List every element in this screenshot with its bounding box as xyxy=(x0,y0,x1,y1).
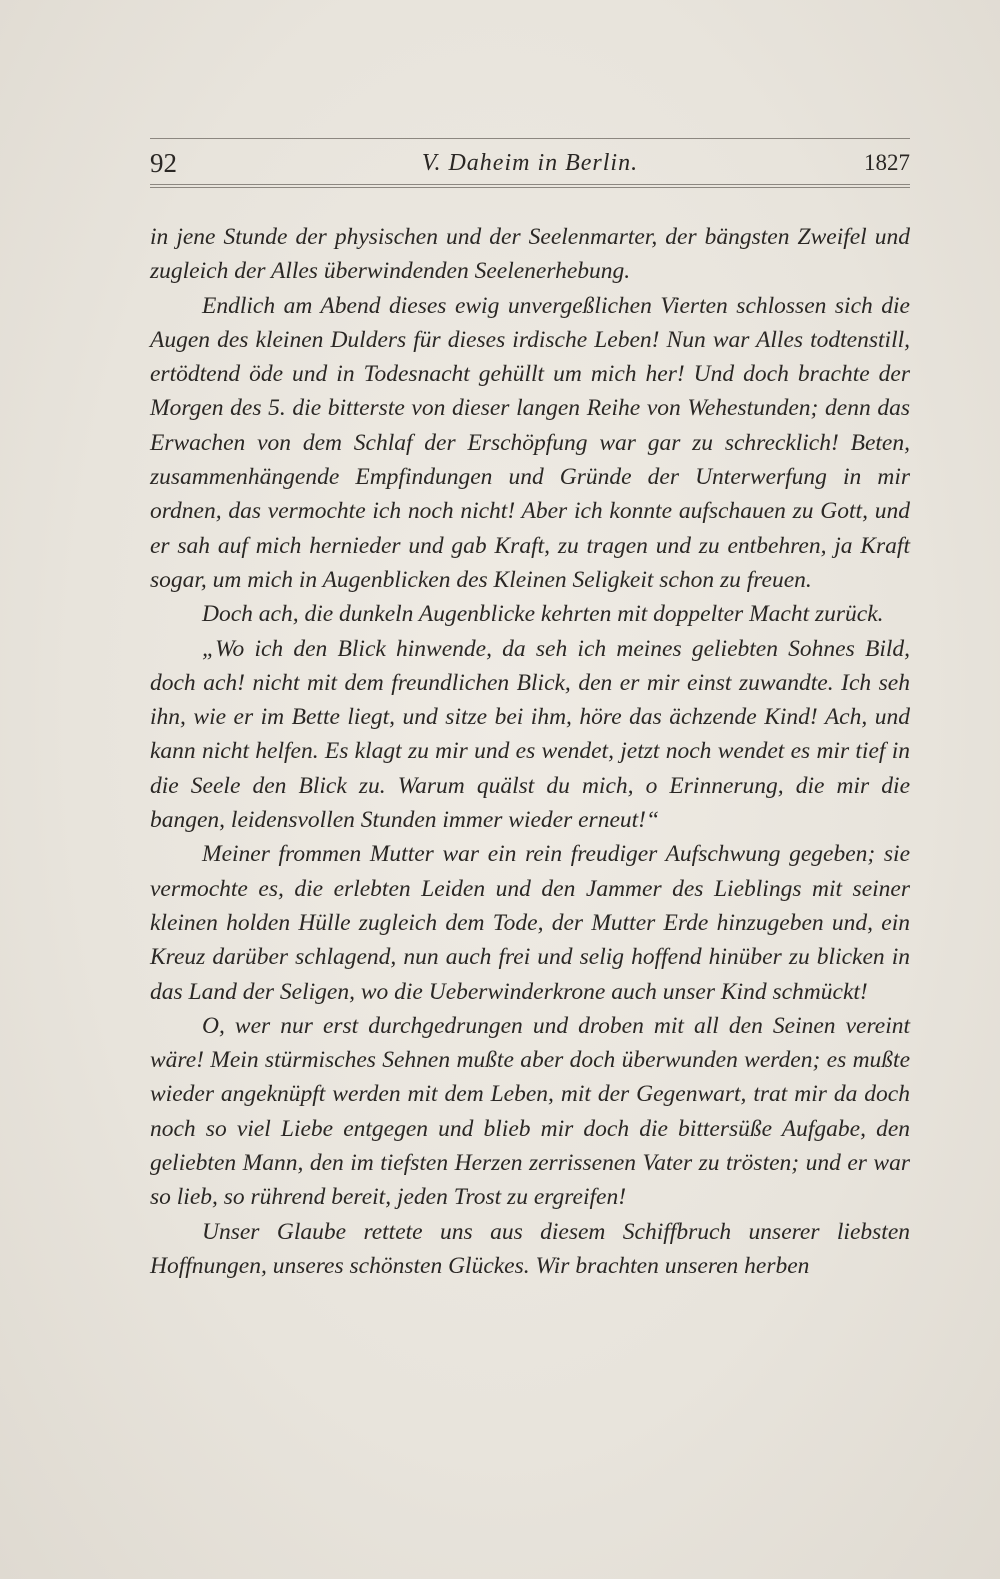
paragraph: Doch ach, die dunkeln Augenblicke kehrten mit doppelter Macht zurück. xyxy=(202,601,884,628)
paragraph: „Wo ich den Blick hinwende, da seh ich meines geliebten Sohnes Bild, doch ach! nicht mit dem freundlichen Blick, den er mir einst zuwandte. Ich seh ihn, wie er im Bette liegt, und sitze bei ihm, höre das ächzende Kind! Ach, und kann nicht helfen. Es klagt zu mir und es wendet, jetzt noch wendet es mir tief in die Seele den Blick zu. Warum quälst du mich, o Erinnerung, die mir die bangen, leidensvollen Stunden immer wieder erneut!“ xyxy=(150,635,910,834)
header-rule-bottom xyxy=(150,184,910,188)
header-rule-top xyxy=(150,138,910,139)
body-text xyxy=(150,220,910,1283)
page-number: 92 xyxy=(150,148,177,178)
paragraph: in jene Stunde der physischen und der Seelenmarter, der bängsten Zweifel und zugleich der Alles überwindenden Seelenerhebung. xyxy=(150,224,910,285)
running-head: V. Daheim in Berlin. xyxy=(421,150,639,176)
paragraph: Unser Glaube rettete uns aus diesem Schiffbruch unserer liebsten Hoffnungen, unseres schönsten Glückes. Wir brachten unseren herben xyxy=(150,1218,910,1279)
paragraph: O, wer nur erst durchgedrungen und droben mit all den Seinen vereint wäre! Mein stürmisches Sehnen mußte aber doch überwunden werden; es mußte wieder angeknüpft werden mit dem Leben, mit der Gegenwart, trat mir da doch noch so viel Liebe entgegen und blieb mir doch die bittersüße Aufgabe, den geliebten Mann, den im tiefsten Herzen zerrissenen Vater zu trösten; und er war so lieb, so rührend bereit, jeden Trost zu ergreifen! xyxy=(150,1012,910,1211)
paragraph: Endlich am Abend dieses ewig unvergeßlichen Vierten schlossen sich die Augen des kleinen Dulders für dieses irdische Leben! Nun war Alles todtenstill, ertödtend öde und in Todesnacht gehüllt um mich her! Und doch brachte der Morgen des 5. die bitterste von dieser langen Reihe von Wehestunden; denn das Erwachen von dem Schlaf der Erschöpfung war gar zu schrecklich! Beten, zusammenhängende Empfindungen und Gründe der Unterwerfung in mir ordnen, das vermochte ich noch nicht! Aber ich konnte aufschauen zu Gott, und er sah auf mich hernieder und gab Kraft, zu tragen und zu entbehren, ja Kraft sogar, um mich in Augenblicken des Kleinen Seligkeit schon zu freuen. xyxy=(150,292,910,593)
page-header xyxy=(150,132,910,192)
header-year: 1827 xyxy=(864,150,910,175)
header-row xyxy=(150,146,910,180)
paragraph: Meiner frommen Mutter war ein rein freudiger Aufschwung gegeben; sie vermochte es, die erlebten Leiden und den Jammer des Lieblings mit seiner kleinen holden Hülle zugleich dem Tode, der Mutter Erde hinzugeben und, ein Kreuz darüber schlagend, nun auch frei und selig hoffend hinüber zu blicken in das Land der Seligen, wo die Ueberwinderkrone auch unser Kind schmückt! xyxy=(150,841,910,1005)
